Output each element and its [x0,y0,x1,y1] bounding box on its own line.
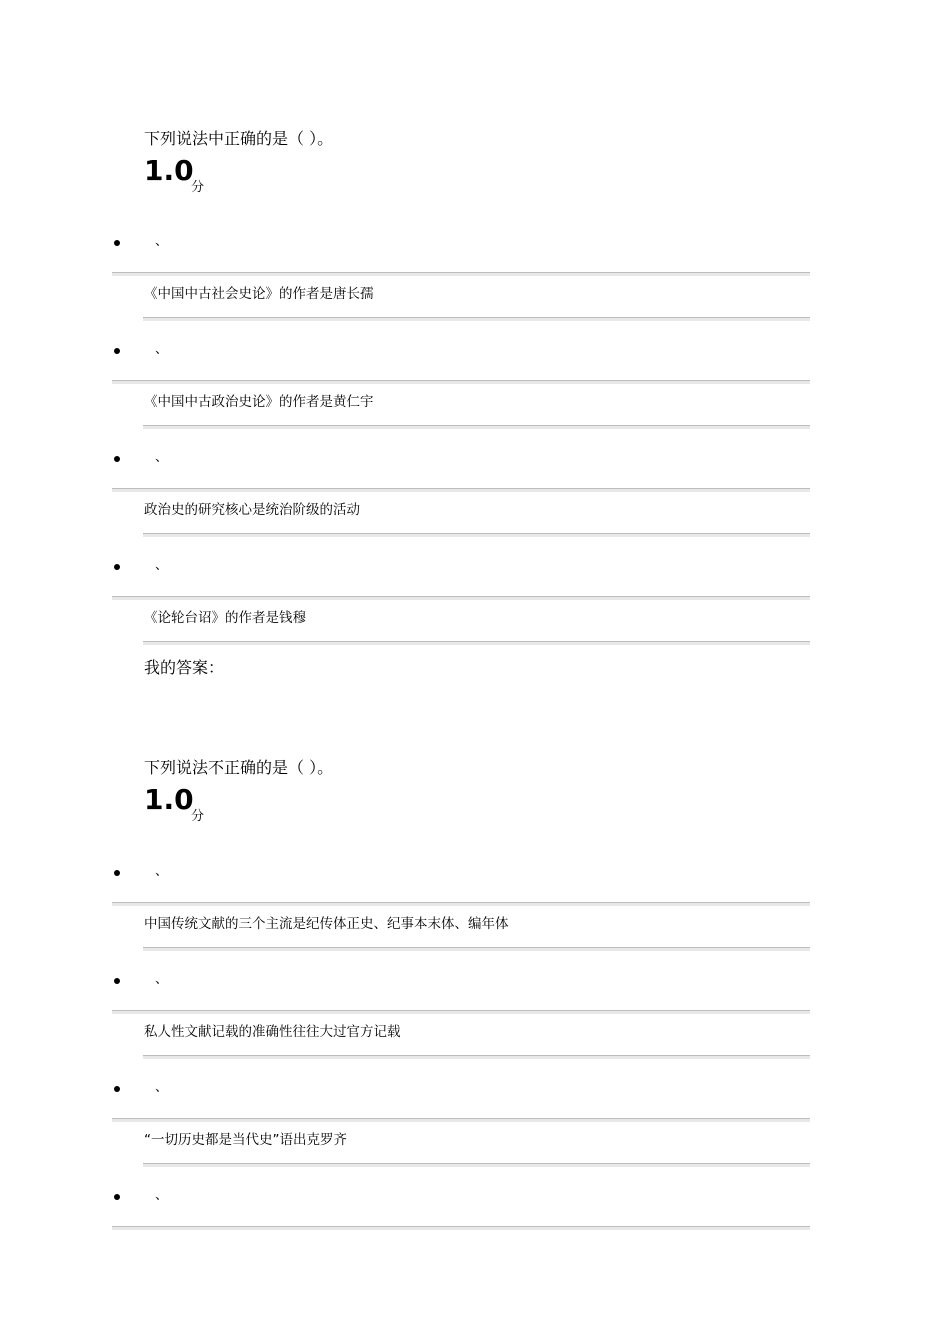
bullet-icon [114,456,120,462]
option-separator: 、 [155,972,169,987]
question-1-prompt: 下列说法中正确的是（ ）。 [144,129,334,148]
question-1-option-3[interactable] [0,450,950,564]
option-divider-top [112,596,810,600]
option-text: 《中国中古政治史论》的作者是黄仁宇 [144,394,374,410]
question-2-score: 1.0 [144,783,194,816]
option-separator: 、 [155,558,169,573]
option-separator: 、 [155,1188,169,1203]
option-divider-bottom [143,317,810,321]
question-2-prompt: 下列说法不正确的是（ ）。 [144,758,334,777]
option-separator: 、 [155,1080,169,1095]
option-text: 《论轮台诏》的作者是钱穆 [144,610,306,626]
question-1-option-1[interactable] [0,234,950,348]
bullet-icon [114,240,120,246]
option-divider-top [112,902,810,906]
option-text: 《中国中古社会史论》的作者是唐长孺 [144,286,374,302]
option-divider-top [112,1118,810,1122]
option-text: “一切历史都是当代史”语出克罗齐 [144,1132,347,1148]
option-divider-top [112,272,810,276]
question-1-option-2[interactable] [0,342,950,456]
question-1-score: 1.0 [144,154,194,187]
option-divider-bottom [143,641,810,645]
my-answer-label: 我的答案： [144,658,225,677]
question-2-score-unit: 分 [191,809,205,824]
option-divider-bottom [143,425,810,429]
option-separator: 、 [155,342,169,357]
option-text: 私人性文献记载的准确性往往大过官方记载 [144,1024,401,1040]
question-2-option-1[interactable] [0,864,950,978]
option-separator: 、 [155,864,169,879]
option-separator: 、 [155,234,169,249]
option-divider-bottom [143,533,810,537]
question-1-score-unit: 分 [191,180,205,195]
bullet-icon [114,1194,120,1200]
option-text: 政治史的研究核心是统治阶级的活动 [144,502,360,518]
option-divider-top [112,488,810,492]
question-2-option-4[interactable] [0,1188,950,1244]
question-2-option-2[interactable] [0,972,950,1086]
option-divider-top [112,1010,810,1014]
option-divider-top [112,1226,810,1230]
bullet-icon [114,1086,120,1092]
bullet-icon [114,564,120,570]
question-2-option-3[interactable] [0,1080,950,1194]
question-1-option-4[interactable] [0,558,950,672]
option-divider-bottom [143,1055,810,1059]
option-text: 中国传统文献的三个主流是纪传体正史、纪事本末体、编年体 [144,916,509,932]
bullet-icon [114,870,120,876]
option-separator: 、 [155,450,169,465]
option-divider-bottom [143,947,810,951]
bullet-icon [114,978,120,984]
option-divider-top [112,380,810,384]
bullet-icon [114,348,120,354]
option-divider-bottom [143,1163,810,1167]
